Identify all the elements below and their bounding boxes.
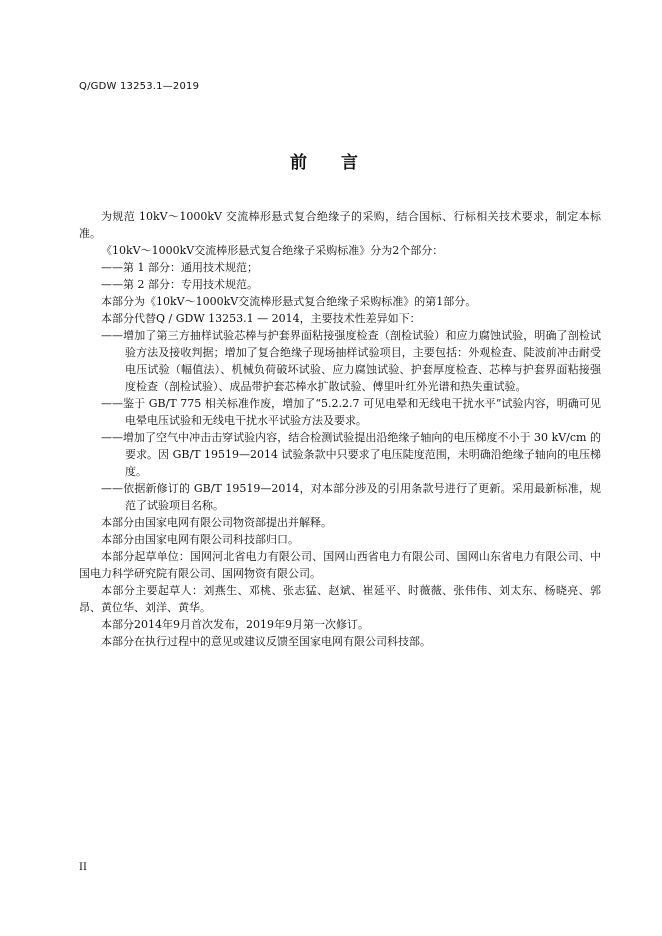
paragraph-drafting-units: 本部分起草单位：国网河北省电力有限公司、国网山西省电力有限公司、国网山东省电力有限公司、中国电力科学研究院有限公司、国网物资有限公司。 [79,550,601,580]
paragraph-this-part: 本部分为《10kV～1000kV交流棒形悬式复合绝缘子采购标准》的第1部分。 [101,295,477,308]
page-title: 前 言 [290,153,372,173]
change-item-1: ——增加了第三方抽样试验芯棒与护套界面粘接强度检查（剖检试验）和应力腐蚀试验，明确了剖检试验方法及接收判据；增加了复合绝缘子现场抽样试验项目，主要包括：外观检查、陡波前冲击耐受电压试验（幅值法）、机械负荷破坏试验、应力腐蚀试验、护套厚度检查、芯棒与护套界面粘接强度检查（剖检试验）、成品带护套芯棒水扩散试验、傅里叶红外光谱和热失重试验。 [101,329,601,393]
paragraph-parts-intro: 《10kV～1000kV交流棒形悬式复合绝缘子采购标准》分为2个部分： [101,244,444,257]
paragraph-feedback: 本部分在执行过程中的意见或建议反馈至国家电网有限公司科技部。 [101,635,431,648]
list-item-part-2: ——第 2 部分：专用技术规范。 [101,278,258,291]
change-item-2: ——鉴于 GB/T 775 相关标准作废，增加了“5.2.2.7 可见电晕和无线电干扰水平”试验内容，明确可见电晕电压试验和无线电干扰水平试验方法及要求。 [101,397,601,427]
change-item-3: ——增加了空气中冲击击穿试验内容，结合检测试验提出沿绝缘子轴向的电压梯度不小于 30 kV/cm 的要求。因 GB/T 19519—2014 试验条款中只要求了电压陡度范围，未明确沿绝缘子轴向的电压梯度。 [101,431,601,478]
list-item-part-1: ——第 1 部分：通用技术规范； [101,261,258,274]
change-item-4: ——依据新修订的 GB/T 19519—2014，对本部分涉及的引用条款号进行了更新。采用最新标准，规范了试验项目名称。 [101,482,601,512]
paragraph-replaces: 本部分代替Q / GDW 13253.1 — 2014，主要技术性差异如下： [101,312,421,325]
paragraph-managed-by: 本部分由国家电网有限公司科技部归口。 [101,533,299,546]
paragraph-proposed-by: 本部分由国家电网有限公司物资部提出并解释。 [101,516,332,529]
paragraph-release-history: 本部分2014年9月首次发布，2019年9月第一次修订。 [101,618,369,631]
document-code: Q/GDW 13253.1—2019 [79,81,200,92]
foreword-body [79,208,601,650]
paragraph-drafters: 本部分主要起草人：刘燕生、邓桃、张志猛、赵斌、崔延平、时薇薇、张伟伟、刘太东、杨晓亮、郭昂、黄位华、刘洋、黄华。 [79,584,601,614]
paragraph-purpose: 为规范 10kV～1000kV 交流棒形悬式复合绝缘子的采购，结合国标、行标相关技术要求，制定本标准。 [79,210,601,240]
page-number: II [79,862,87,873]
